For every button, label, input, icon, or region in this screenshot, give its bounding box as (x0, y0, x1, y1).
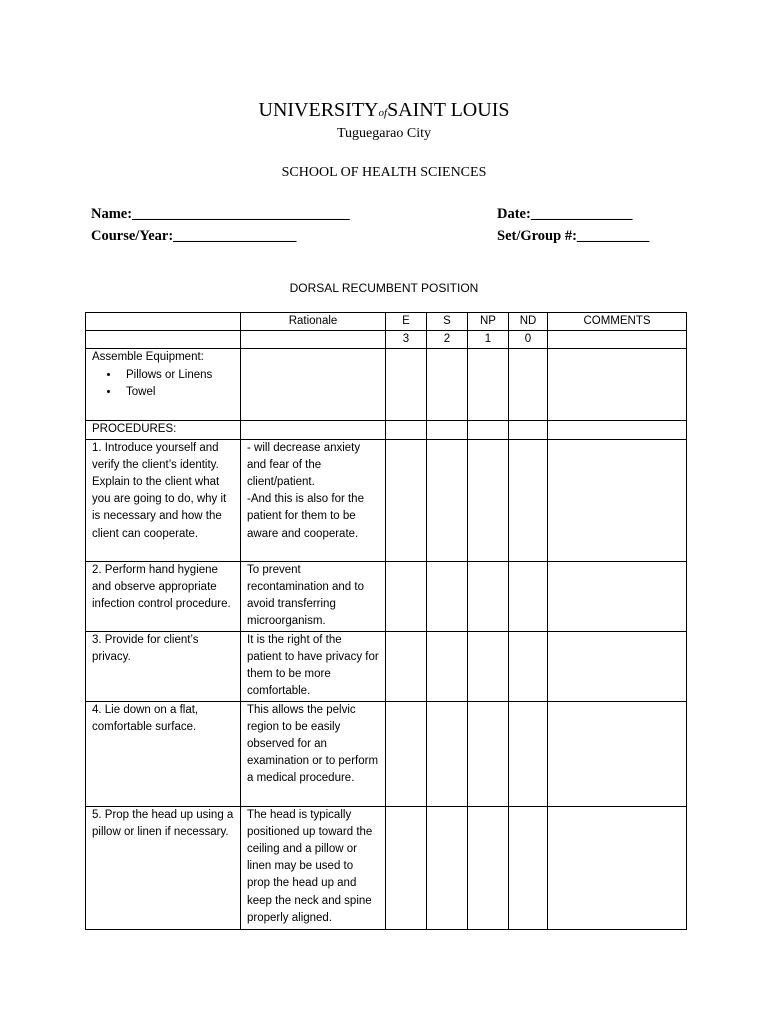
set-group-field: Set/Group #:__________ (497, 228, 650, 244)
score-cell (386, 439, 427, 561)
score-s: 2 (427, 331, 468, 349)
procedure-rationale: This allows the pelvic region to be easily observed for an examination or to perform a medical procedure. (241, 701, 386, 806)
comments-cell (548, 349, 687, 421)
score-e: 3 (386, 331, 427, 349)
score-cell (427, 349, 468, 421)
score-empty-cell (86, 331, 241, 349)
score-cell (427, 421, 468, 439)
score-cell (509, 631, 548, 701)
equipment-item: • Towel (120, 384, 234, 401)
assemble-row (86, 349, 687, 421)
score-nd: 0 (509, 331, 548, 349)
score-empty-cell (241, 331, 386, 349)
score-cell (468, 421, 509, 439)
score-cell (386, 561, 427, 631)
score-cell (468, 561, 509, 631)
assemble-cell (86, 349, 241, 421)
procedure-step: 1. Introduce yourself and verify the client’s identity. Explain to the client what you are going to do, why it is necessary and how the client can cooperate. (86, 439, 241, 561)
score-cell (386, 631, 427, 701)
equipment-list (92, 367, 234, 401)
university-name-part1: UNIVERSITY (258, 99, 379, 121)
score-cell (386, 806, 427, 929)
header-nd: ND (509, 313, 548, 331)
city-label: Tuguegarao City (337, 126, 431, 141)
procedure-step: 4. Lie down on a flat, comfortable surface. (86, 701, 241, 806)
score-cell (386, 349, 427, 421)
score-cell (468, 439, 509, 561)
header-step-cell (86, 313, 241, 331)
score-cell (509, 421, 548, 439)
score-cell (509, 806, 548, 929)
score-cell (427, 439, 468, 561)
score-cell (509, 561, 548, 631)
checklist-table (85, 312, 687, 930)
procedure-row (86, 701, 687, 806)
procedure-rationale: The head is typically positioned up toward the ceiling and a pillow or linen may be used to prop the head up and keep the neck and spine properly aligned. (241, 806, 386, 929)
procedures-label: PROCEDURES: (86, 421, 241, 439)
procedures-row (86, 421, 687, 439)
date-field: Date:______________ (497, 206, 633, 222)
score-cell (468, 631, 509, 701)
header-s: S (427, 313, 468, 331)
comments-cell (548, 701, 687, 806)
comments-cell (548, 631, 687, 701)
score-np: 1 (468, 331, 509, 349)
score-cell (386, 701, 427, 806)
score-cell (427, 631, 468, 701)
score-cell (509, 701, 548, 806)
score-cell (427, 806, 468, 929)
procedure-rationale: To prevent recontamination and to avoid transferring microorganism. (241, 561, 386, 631)
procedure-step: 2. Perform hand hygiene and observe appropriate infection control procedure. (86, 561, 241, 631)
school-title: SCHOOL OF HEALTH SCIENCES (281, 165, 487, 180)
comments-cell (548, 439, 687, 561)
header-comments: COMMENTS (548, 313, 687, 331)
procedure-step: 3. Provide for client’s privacy. (86, 631, 241, 701)
score-cell (468, 349, 509, 421)
score-cell (509, 349, 548, 421)
procedure-row (86, 631, 687, 701)
score-cell (427, 561, 468, 631)
rationale-cell (241, 421, 386, 439)
comments-cell (548, 421, 687, 439)
procedure-rationale: It is the right of the patient to have privacy for them to be more comfortable. (241, 631, 386, 701)
procedure-row (86, 561, 687, 631)
form-title: DORSAL RECUMBENT POSITION (289, 281, 479, 295)
rationale-cell (241, 349, 386, 421)
university-name-part2: SAINT LOUIS (387, 99, 510, 121)
header-row (86, 313, 687, 331)
procedure-row (86, 439, 687, 561)
score-cell (386, 421, 427, 439)
header-rationale: Rationale (241, 313, 386, 331)
header-e: E (386, 313, 427, 331)
score-cell (427, 701, 468, 806)
course-year-field: Course/Year:_________________ (91, 228, 297, 244)
university-name-of: of (378, 107, 388, 119)
assemble-label: Assemble Equipment: (92, 351, 204, 364)
procedure-rationale: - will decrease anxiety and fear of the client/patient. -And this is also for the patient for them to be aware and cooperate. (241, 439, 386, 561)
score-comments-cell (548, 331, 687, 349)
comments-cell (548, 806, 687, 929)
procedure-step: 5. Prop the head up using a pillow or linen if necessary. (86, 806, 241, 929)
score-cell (509, 439, 548, 561)
comments-cell (548, 561, 687, 631)
header-np: NP (468, 313, 509, 331)
equipment-item: • Pillows or Linens (120, 367, 234, 384)
score-cell (468, 701, 509, 806)
score-cell (468, 806, 509, 929)
university-name (0, 99, 768, 122)
score-row (86, 331, 687, 349)
name-field: Name:______________________________ (91, 206, 350, 222)
procedure-row (86, 806, 687, 929)
